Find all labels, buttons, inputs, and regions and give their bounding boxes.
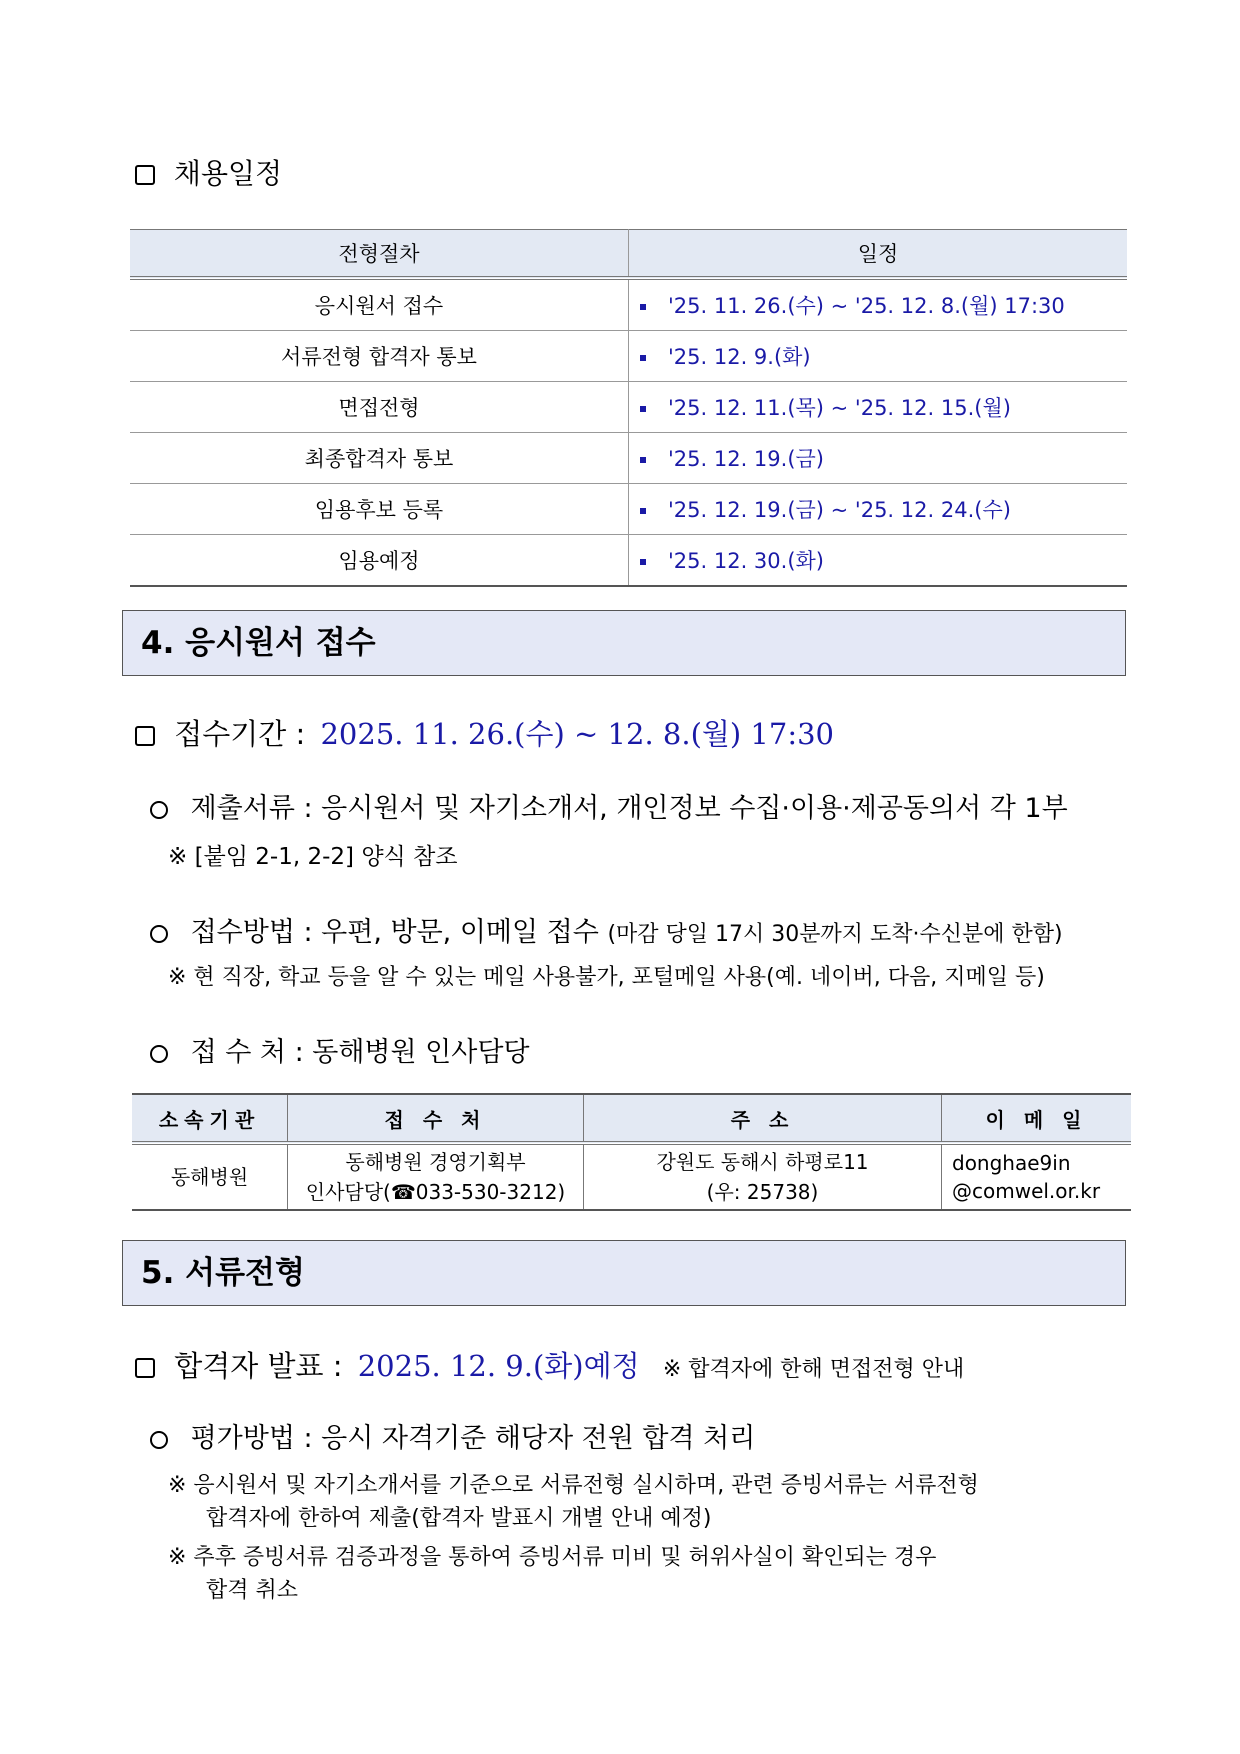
column-header: 이 메 일 — [942, 1094, 1132, 1143]
step-cell: 응시원서 접수 — [130, 278, 629, 331]
method-line: 접수방법 : 우편, 방문, 이메일 접수 (마감 당일 17시 30분까지 도착·수신분에 한함) — [150, 910, 1063, 949]
checkbox-square-icon — [135, 165, 155, 185]
table-row — [130, 484, 1127, 535]
table-row — [130, 535, 1127, 587]
docs-line: 제출서류 : 응시원서 및 자기소개서, 개인정보 수집·이용·제공동의서 각 1부 — [150, 786, 1068, 825]
step-cell: 임용후보 등록 — [130, 484, 629, 535]
circle-bullet-icon — [150, 1045, 168, 1063]
circle-bullet-icon — [150, 1431, 168, 1449]
office-cell: 동해병원 경영기획부 인사담당(☎033-530-3212) — [288, 1143, 584, 1210]
step-cell: 서류전형 합격자 통보 — [130, 331, 629, 382]
square-bullet-icon — [640, 406, 646, 412]
method-note: ※ 현 직장, 학교 등을 알 수 있는 메일 사용불가, 포털메일 사용(예. 네이버, 다음, 지메일 등) — [168, 965, 1045, 990]
period-line: 접수기간 : 2025. 11. 26.(수) ~ 12. 8.(월) 17:30 — [135, 712, 834, 753]
eval-note-1: ※ 응시원서 및 자기소개서를 기준으로 서류전형 실시하며, 관련 증빙서류는 서류전형 — [168, 1473, 979, 1498]
date-cell: '25. 12. 19.(금) — [629, 433, 1128, 484]
date-cell: '25. 12. 9.(화) — [629, 331, 1128, 382]
circle-bullet-icon — [150, 801, 168, 819]
schedule-table — [130, 229, 1127, 587]
date-cell: '25. 12. 19.(금) ~ '25. 12. 24.(수) — [629, 484, 1128, 535]
table-header-row — [130, 230, 1127, 279]
announce-line: 합격자 발표 : 2025. 12. 9.(화)예정 ※ 합격자에 한해 면접전형 안내 — [135, 1344, 964, 1385]
table-row — [130, 382, 1127, 433]
column-header: 전형절차 — [130, 230, 629, 279]
section4-banner: 4. 응시원서 접수 — [122, 610, 1126, 676]
column-header: 일정 — [629, 230, 1128, 279]
date-cell: '25. 12. 30.(화) — [629, 535, 1128, 587]
circle-bullet-icon — [150, 925, 168, 943]
table-row — [130, 433, 1127, 484]
eval-line: 평가방법 : 응시 자격기준 해당자 전원 합격 처리 — [150, 1416, 755, 1455]
section5-banner: 5. 서류전형 — [122, 1240, 1126, 1306]
date-cell: '25. 12. 11.(목) ~ '25. 12. 15.(월) — [629, 382, 1128, 433]
table-row — [132, 1143, 1131, 1210]
square-bullet-icon — [640, 304, 646, 310]
eval-note-1-cont: 합격자에 한하여 제출(합격자 발표시 개별 안내 예정) — [206, 1506, 712, 1531]
email-cell: donghae9in @comwel.or.kr — [942, 1143, 1132, 1210]
table-header-row — [132, 1094, 1131, 1143]
square-bullet-icon — [640, 355, 646, 361]
step-cell: 임용예정 — [130, 535, 629, 587]
checkbox-square-icon — [135, 1358, 155, 1378]
step-cell: 최종합격자 통보 — [130, 433, 629, 484]
date-cell: '25. 11. 26.(수) ~ '25. 12. 8.(월) 17:30 — [629, 278, 1128, 331]
address-cell: 강원도 동해시 하평로11 (우: 25738) — [584, 1143, 942, 1210]
square-bullet-icon — [640, 457, 646, 463]
checkbox-square-icon — [135, 726, 155, 746]
place-line: 접 수 처 : 동해병원 인사담당 — [150, 1030, 530, 1069]
eval-note-2: ※ 추후 증빙서류 검증과정을 통하여 증빙서류 미비 및 허위사실이 확인되는 경우 — [168, 1545, 937, 1570]
square-bullet-icon — [640, 559, 646, 565]
table-row — [130, 278, 1127, 331]
column-header: 소속기관 — [132, 1094, 288, 1143]
step-cell: 면접전형 — [130, 382, 629, 433]
schedule-heading: 채용일정 — [135, 152, 282, 192]
org-cell: 동해병원 — [132, 1143, 288, 1210]
square-bullet-icon — [640, 508, 646, 514]
docs-note: ※ [붙임 2-1, 2-2] 양식 참조 — [168, 844, 458, 870]
column-header: 주 소 — [584, 1094, 942, 1143]
column-header: 접 수 처 — [288, 1094, 584, 1143]
eval-note-2-cont: 합격 취소 — [206, 1578, 299, 1603]
contact-table — [132, 1093, 1131, 1211]
table-row — [130, 331, 1127, 382]
